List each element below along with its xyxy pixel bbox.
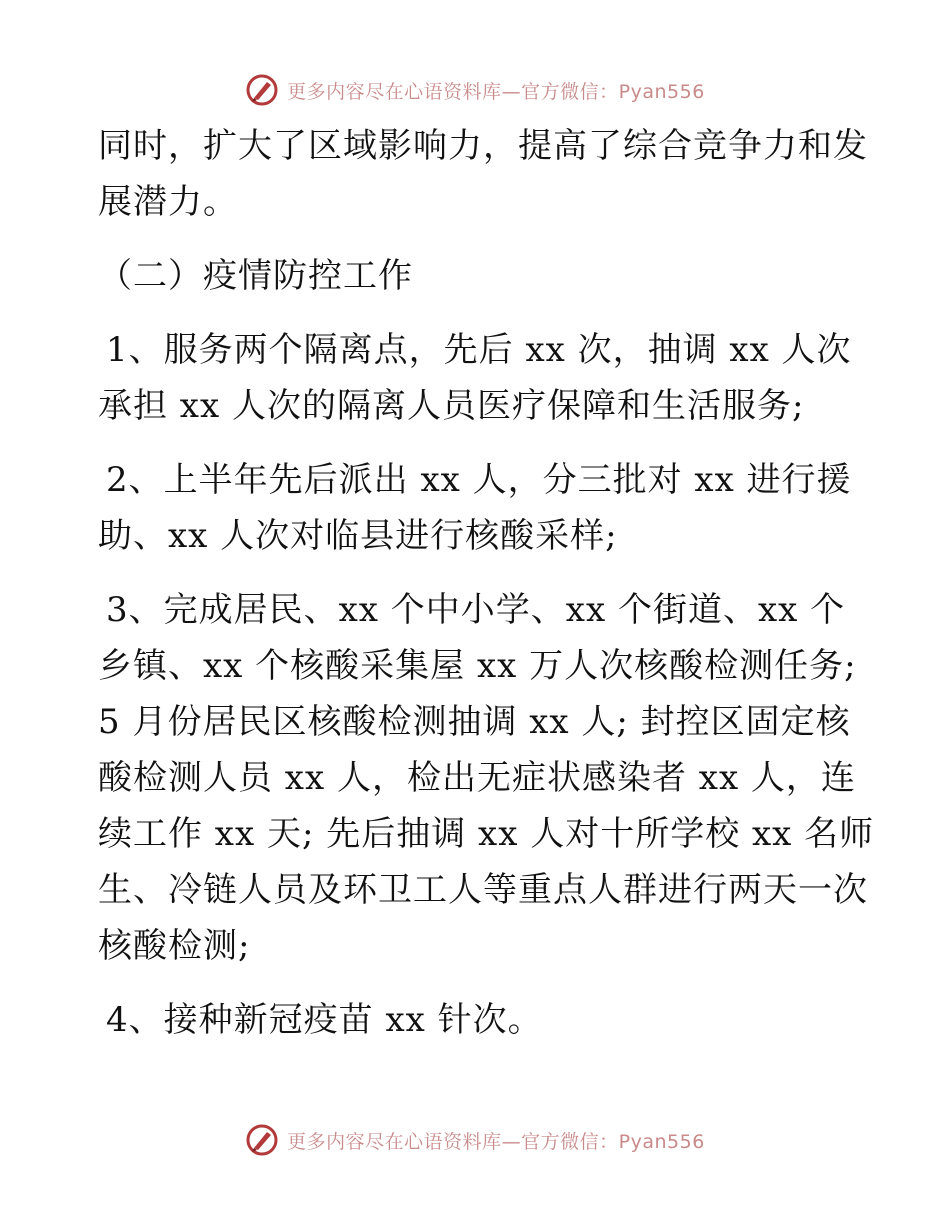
document-body <box>98 118 878 1066</box>
list-item: 2、上半年先后派出 xx 人，分三批对 xx 进行援助、xx 人次对临县进行核酸采样; <box>98 460 852 556</box>
list-item: 4、接种新冠疫苗 xx 针次。 <box>106 1000 543 1040</box>
header-watermark <box>0 70 950 110</box>
list-item: 1、服务两个隔离点，先后 xx 次，抽调 xx 人次承担 xx 人次的隔离人员医疗保障和生活服务; <box>98 330 852 426</box>
watermark-text: 更多内容尽在心语资料库—官方微信：Pyan556 <box>287 80 705 103</box>
section-heading: （二）疫情防控工作 <box>98 256 413 296</box>
pen-logo-icon <box>245 73 279 107</box>
paragraph-continuation: 同时，扩大了区域影响力，提高了综合竞争力和发展潜力。 <box>98 126 868 222</box>
list-item: 3、完成居民、xx 个中小学、xx 个街道、xx 个乡镇、xx 个核酸采集屋 xx 万人次核酸检测任务; 5 月份居民区核酸检测抽调 xx 人; 封控区固定核酸检测人员 xx 人，检出无症状感染者 xx 人，连续工作 xx 天; 先后抽调 xx 人对十所学校 xx 名师生、冷链人员及环卫工人等重点人群进行两天一次核酸检测; <box>98 590 875 966</box>
footer-watermark <box>0 1120 950 1160</box>
watermark-text: 更多内容尽在心语资料库—官方微信：Pyan556 <box>287 1130 705 1153</box>
pen-logo-icon <box>245 1123 279 1157</box>
